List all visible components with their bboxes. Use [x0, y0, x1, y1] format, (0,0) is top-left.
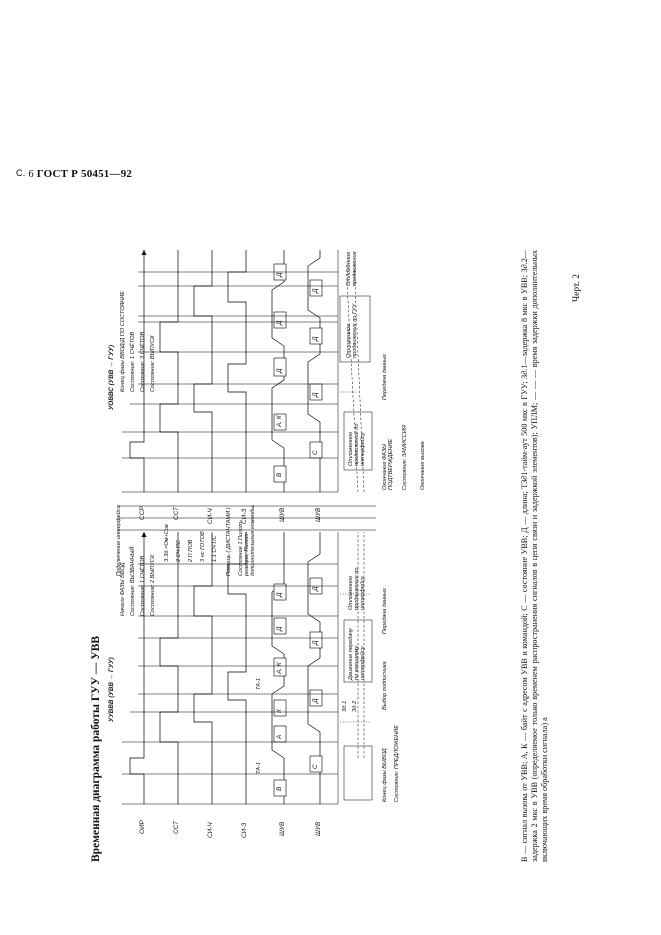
signal-label-left-4: ШУВ — [279, 821, 286, 836]
signal-label-left-2: СИ-Ч — [207, 822, 214, 838]
annotation-pickup: Подключение интерфейса — [116, 505, 122, 576]
byte-letter-v: В — [276, 786, 283, 791]
timing-label-1: З.Зд.=Ом+Сов — [164, 524, 170, 562]
bus-label-zd1: Зд.1 — [342, 700, 348, 712]
signal-label-right-5: ШУВ — [315, 507, 322, 522]
byte-letter-k: К — [276, 709, 283, 713]
byte-letter-right-v: В — [276, 472, 283, 477]
bus-label-zd2: Зд.2 — [352, 700, 358, 712]
annotation-transfer-data-right: Передача данных — [382, 354, 388, 400]
annotation-phase-output-state: Состояние: ПРЕДЛОЖЕНИЕ — [394, 724, 400, 802]
byte-letter-a: А — [276, 734, 283, 739]
annotation-state-2: Состояние: 2 ВЫПУСК — [150, 554, 156, 616]
annotation-phase-confirm: Окончание ФАЗЫ ПОДТВЕРЖДЕНИЕ — [382, 438, 395, 490]
signal-label-left-1: ССТ — [173, 821, 180, 834]
signal-label-right-1: ССТ — [173, 507, 180, 520]
standard-designation: ГОСТ Р 50451—92 — [36, 168, 133, 180]
timing-label-4: 3 нс ГОТОВ — [200, 531, 206, 562]
byte-letter-right-d4: Д — [312, 392, 319, 397]
annotation-select-subscriber: Выбор подписчика — [382, 661, 388, 710]
figure-title: Временная диаграмма работы ГУУ — УВВ — [90, 635, 102, 862]
annotation-phase-input: Начало ФАЗЫ ВВОД — [120, 562, 126, 616]
annotation-phase-input-state: Состояние: ВЫЗВАННЫЙ — [130, 546, 136, 616]
bus-label-ta1-b: ТА-1 — [256, 678, 262, 690]
signal-label-right-4: ШУВ — [279, 507, 286, 522]
annotation-state-4: Состояние: ВЫПУСК — [150, 335, 156, 392]
figure-number: Черт. 2 — [572, 274, 582, 302]
annotation-phase-output-right: Конец фазы ВВОД/Д ПО СОСТОЯНИЕ — [120, 290, 126, 392]
bus-label-ta1: ТА-1 — [256, 762, 262, 774]
signal-label-left-3: СИ-З — [241, 822, 248, 838]
byte-letter-right-d6: Д — [312, 288, 319, 293]
byte-letter-d-4: Д — [312, 640, 319, 645]
annotation-transfer-data-left: Передача данных — [382, 588, 388, 634]
section-title-right: УОВВС (УВВ → ГУУ) — [108, 344, 115, 410]
timing-diagram — [108, 222, 508, 862]
annotation-phase-confirm-state: Состояние: ЗАМИССИЯ — [402, 425, 408, 490]
byte-letter-d: Д — [276, 626, 283, 631]
section-title-left: УУВВВ (УВВ → ГУУ) — [108, 657, 115, 722]
byte-letter-ak: А, К — [276, 662, 283, 674]
annotation-delay-note-3: Отложенное продвижение по интерфейсу — [348, 423, 367, 466]
byte-letter-right-d5: Д — [312, 336, 319, 341]
note-top-right-1: Помощь ( ДИСТАНТАМИ ) — [226, 507, 232, 576]
byte-letter-right-d2: Д — [276, 320, 283, 325]
byte-letter-right-d: Д — [276, 368, 283, 373]
byte-letter-d-5: Д — [312, 586, 319, 591]
note-top-right-2: Состояние 1 Пилот-реакции, Пилот-дополнительные команды. — [238, 504, 257, 576]
annotation-delay-note-5: Отложенное продвижение — [346, 251, 359, 286]
annotation-delay-note-4: Отложенное продвижение по ГУУ — [346, 303, 359, 358]
annotation-phase-confirm-end: Окончание вызова — [420, 441, 426, 490]
annotation-phase-output: Конец фазы ВЫВОД — [382, 748, 388, 802]
byte-letter-s: С — [312, 764, 319, 769]
annotation-delay-note-1: Движение передачу по внешнему интерфейсу — [348, 628, 367, 680]
signal-label-right-3: СИ-З — [241, 508, 248, 524]
annotation-phase-output-right-state: Состояние: 1 СЧЁТОВ — [130, 331, 136, 392]
annotation-state-1: Состояние: 1 СЧЁТОВ — [140, 555, 146, 616]
signal-label-left-0: ОИР — [139, 820, 146, 834]
byte-letter-d-3: Д — [312, 698, 319, 703]
signal-label-left-5: ШУВ — [315, 821, 322, 836]
figure-caption: В — сигнал вызова от УВВ; А, К — байт с адресом УВВ и командой; С — состояние УВВ; Д — длина; ТЗ∂1-тайм-аут 500 мкс в ГУУ; З∂.1—задержка 8 мкс в УВВ; З∂.2—задержка 2 мкс в УВВ (определяемое только временем распространения сигналов в цепи связи и задержкой элементов); УПЛМ; — — — время задержки дополнительных включающих время обработки сигнала) а — [520, 250, 549, 862]
byte-letter-d-2: Д — [276, 592, 283, 597]
annotation-delay-note-2: Отложенное продвижение по интерфейсу — [348, 567, 367, 610]
page-mark: С. — [16, 168, 26, 178]
signal-label-right-2: СИ-Ч — [207, 508, 214, 524]
timing-label-2: 2 СЧ ПС — [176, 540, 182, 562]
timing-label-3: 2 П ПОВ — [188, 539, 194, 562]
byte-letter-right-ak: А, К — [276, 415, 283, 427]
figure-rotated-block — [90, 222, 590, 862]
annotation-state-3: Состояние: 3 СЧЁТОВ — [140, 331, 146, 392]
byte-letter-right-s: С — [312, 450, 319, 455]
page-number: 6 — [28, 169, 34, 180]
signal-label-right-0: ССР — [139, 506, 146, 520]
byte-letter-right-d3: Д — [276, 272, 283, 277]
timing-label-5: 1.1 СЧ ПС — [212, 535, 218, 562]
